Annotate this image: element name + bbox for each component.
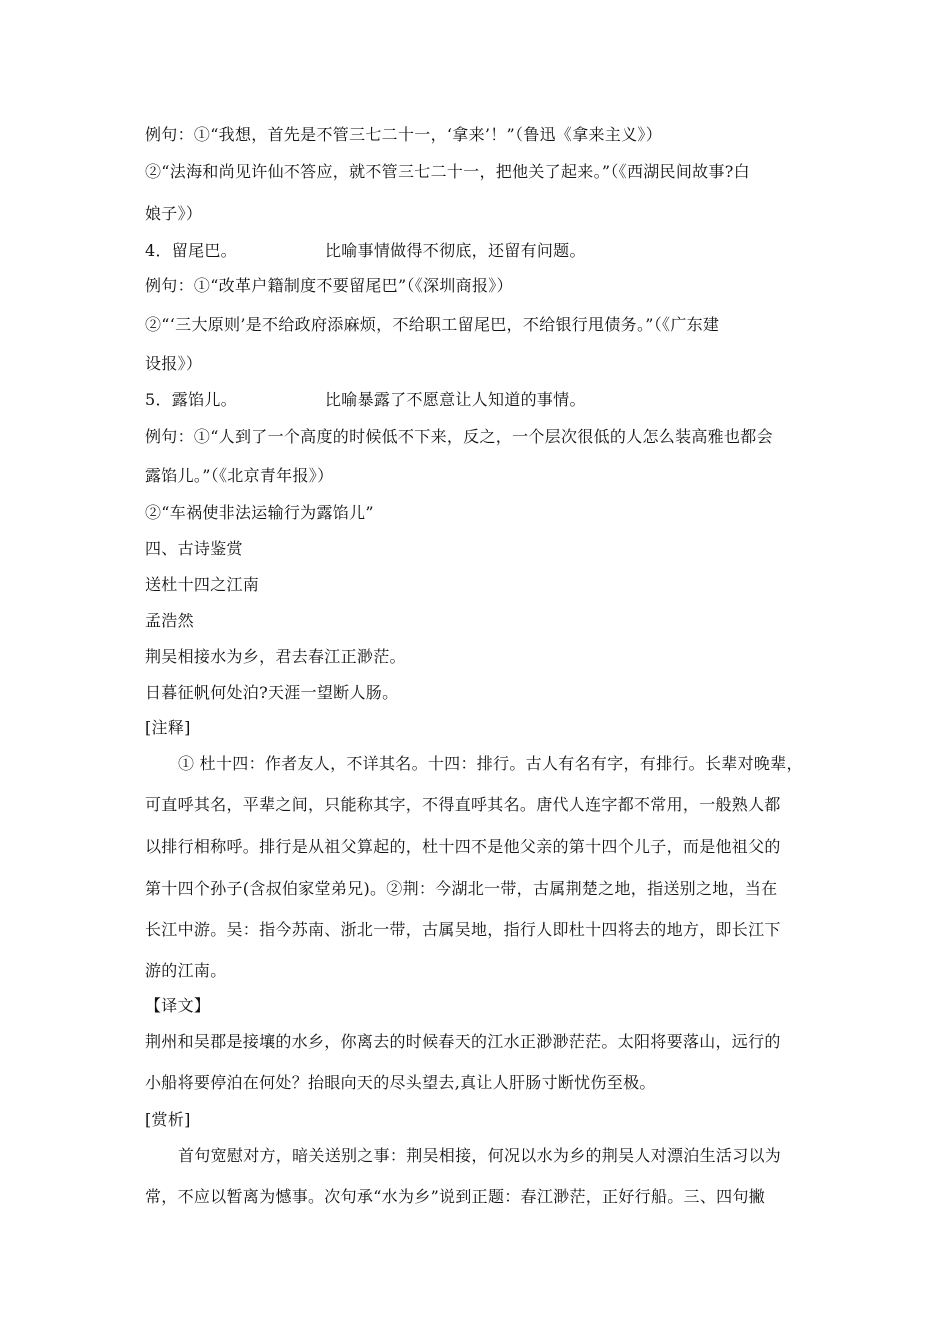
poem-title: 送杜十四之江南 bbox=[145, 575, 260, 594]
item-term: 5．露馅儿。 bbox=[145, 390, 237, 409]
item-term: 4．留尾巴。 bbox=[145, 241, 237, 260]
text-line: 娘子》） bbox=[145, 204, 203, 223]
item-definition: 比喻暴露了不愿意让人知道的事情。 bbox=[324, 390, 586, 409]
poem-line: 荆吴相接水为乡，君去春江正渺茫。 bbox=[145, 647, 406, 666]
note-paragraph-line: 长江中游。吴：指今苏南、浙北一带，古属吴地，指行人即杜十四将去的地方，即长江下 bbox=[145, 920, 781, 939]
text-line: ②“‘三大原则’是不给政府添麻烦，不给职工留尾巴，不给银行甩债务。”（《广东建 bbox=[145, 315, 720, 334]
poem-line: 日暮征帆何处泊?天涯一望断人肠。 bbox=[145, 683, 399, 702]
appreciation-line: 常，不应以暂离为憾事。次句承“水为乡”说到正题：春江渺茫，正好行船。三、四句撇 bbox=[145, 1187, 766, 1206]
text-line-item-4 bbox=[145, 241, 586, 261]
notes-heading: [注释] bbox=[145, 718, 191, 737]
translation-heading: 【译文】 bbox=[145, 996, 211, 1015]
text-line: ②“法海和尚见许仙不答应，就不管三七二十一，把他关了起来。”（《西湖民间故事?白 bbox=[145, 162, 750, 181]
translation-line: 小船将要停泊在何处？抬眼向天的尽头望去,真让人肝肠寸断忧伤至极。 bbox=[145, 1073, 656, 1092]
item-definition: 比喻事情做得不彻底，还留有问题。 bbox=[324, 241, 586, 260]
text-line-item-5 bbox=[145, 390, 586, 410]
note-paragraph-line: ① 杜十四：作者友人，不详其名。十四：排行。古人有名有字，有排行。长辈对晚辈， bbox=[178, 754, 803, 773]
translation-line: 荆州和吴郡是接壤的水乡，你离去的时候春天的江水正渺渺茫茫。太阳将要落山，远行的 bbox=[145, 1032, 781, 1051]
text-line: 例句：①“人到了一个高度的时候低不下来，反之，一个层次很低的人怎么装高雅也都会 bbox=[145, 427, 773, 446]
note-paragraph-line: 第十四个孙子(含叔伯家堂弟兄)。②荆：今湖北一带，古属荆楚之地，指送别之地，当在 bbox=[145, 879, 778, 898]
text-line: 露馅儿。”（《北京青年报》） bbox=[145, 466, 334, 485]
note-paragraph-line: 以排行相称呼。排行是从祖父算起的，杜十四不是他父亲的第十四个儿子，而是他祖父的 bbox=[145, 837, 781, 856]
text-line: 例句：①“改革户籍制度不要留尾巴”（《深圳商报》） bbox=[145, 276, 513, 295]
text-line: 设报》） bbox=[145, 354, 203, 373]
appreciation-line: 首句宽慰对方，暗关送别之事：荆吴相接，何况以水为乡的荆吴人对漂泊生活习以为 bbox=[178, 1146, 782, 1165]
section-heading: 四、古诗鉴赏 bbox=[145, 539, 243, 558]
text-line: ②“车祸使非法运输行为露馅儿” bbox=[145, 503, 374, 522]
note-paragraph-line: 可直呼其名，平辈之间，只能称其字，不得直呼其名。唐代人连字都不常用，一般熟人都 bbox=[145, 795, 781, 814]
poem-author: 孟浩然 bbox=[145, 611, 194, 630]
appreciation-heading: [赏析] bbox=[145, 1110, 191, 1129]
text-line: 例句：①“我想，首先是不管三七二十一，‘拿来’！”（鲁迅《拿来主义》） bbox=[145, 125, 663, 144]
note-paragraph-line: 游的江南。 bbox=[145, 961, 227, 980]
